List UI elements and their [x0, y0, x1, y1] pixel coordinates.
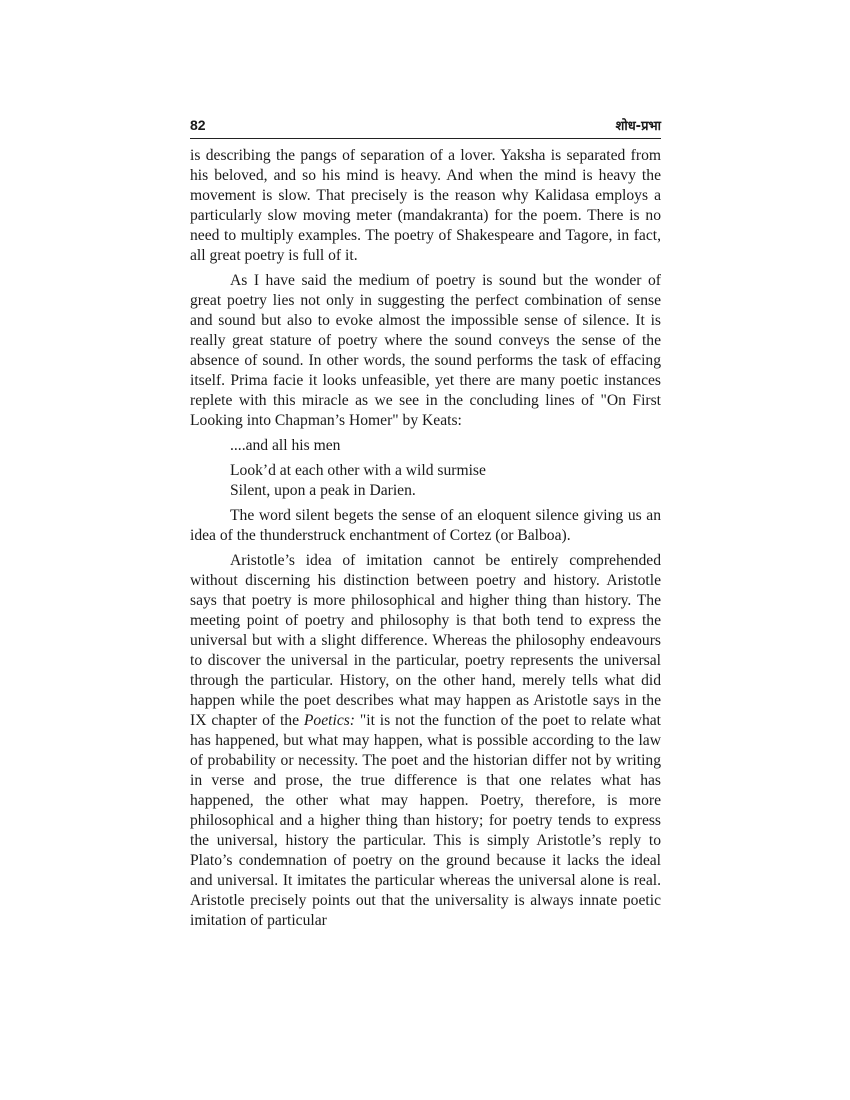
- book-title-italic: Poetics:: [303, 712, 355, 729]
- quote-line: Look’d at each other with a wild surmise: [230, 462, 486, 479]
- quote-line: Silent, upon a peak in Darien.: [230, 482, 416, 499]
- page-header: [190, 116, 661, 139]
- paragraph-sound-silence: As I have said the medium of poetry is sound but the wonder of great poetry lies not only in suggesting the perfect combination of sense and sound but also to evoke almost the impossible sense of silence. It is really great stature of poetry where the sound conveys the sense of the absence of sound. In other words, the sound performs the task of effacing itself. Prima facie it looks unfeasible, yet there are many poetic instances replete with this miracle as we see in the concluding lines of "On First Looking into Chapman’s Homer" by Keats:: [190, 272, 661, 429]
- paragraph-text: "it is not the function of the poet to relate what has happened, but what may happen, what is possible according to the law of probability or necessity. The poet and the historian differ not by writing in verse and prose, the true difference is that one relates what has happened, the other what may happen. Poetry, therefore, is more philosophical and a higher thing than history; for poetry tends to express the universal, history the particular. This is simply Aristotle’s reply to Plato’s condemnation of poetry on the ground because it lacks the ideal and universal. It imitates the particular whereas the universal alone is real. Aristotle precisely points out that the universality is always innate poetic imitation of particular: [190, 712, 661, 929]
- document-page: [190, 116, 661, 931]
- paragraph-continued: is describing the pangs of separation of a lover. Yaksha is separated from his beloved, and so his mind is heavy. And when the mind is heavy the movement is slow. That precisely is the reason why Kalidasa employs a particularly slow moving meter (mandakranta) for the poem. There is no need to multiply examples. The poetry of Shakespeare and Tagore, in fact, all great poetry is full of it.: [190, 147, 661, 264]
- page-number: 82: [190, 117, 206, 133]
- paragraph-aristotle: [190, 551, 661, 931]
- poem-quotation: [230, 436, 661, 501]
- running-title: शोध-प्रभा: [615, 119, 661, 134]
- paragraph-text: Aristotle’s idea of imitation cannot be entirely comprehended without discerning his distinction between poetry and history. Aristotle says that poetry is more philosophical and higher thing than history. The meeting point of poetry and philosophy is that both tend to express the universal but with a slight difference. Whereas the philosophy endeavours to discover the universal in the particular, poetry represents the universal through the particular. History, on the other hand, merely tells what did happen while the poet describes what may happen as Aristotle says in the IX chapter of the: [190, 552, 661, 729]
- page-body: [190, 146, 661, 931]
- paragraph-silent-word: The word silent begets the sense of an eloquent silence giving us an idea of the thunderstruck enchantment of Cortez (or Balboa).: [190, 507, 661, 544]
- quote-line: ....and all his men: [230, 437, 341, 454]
